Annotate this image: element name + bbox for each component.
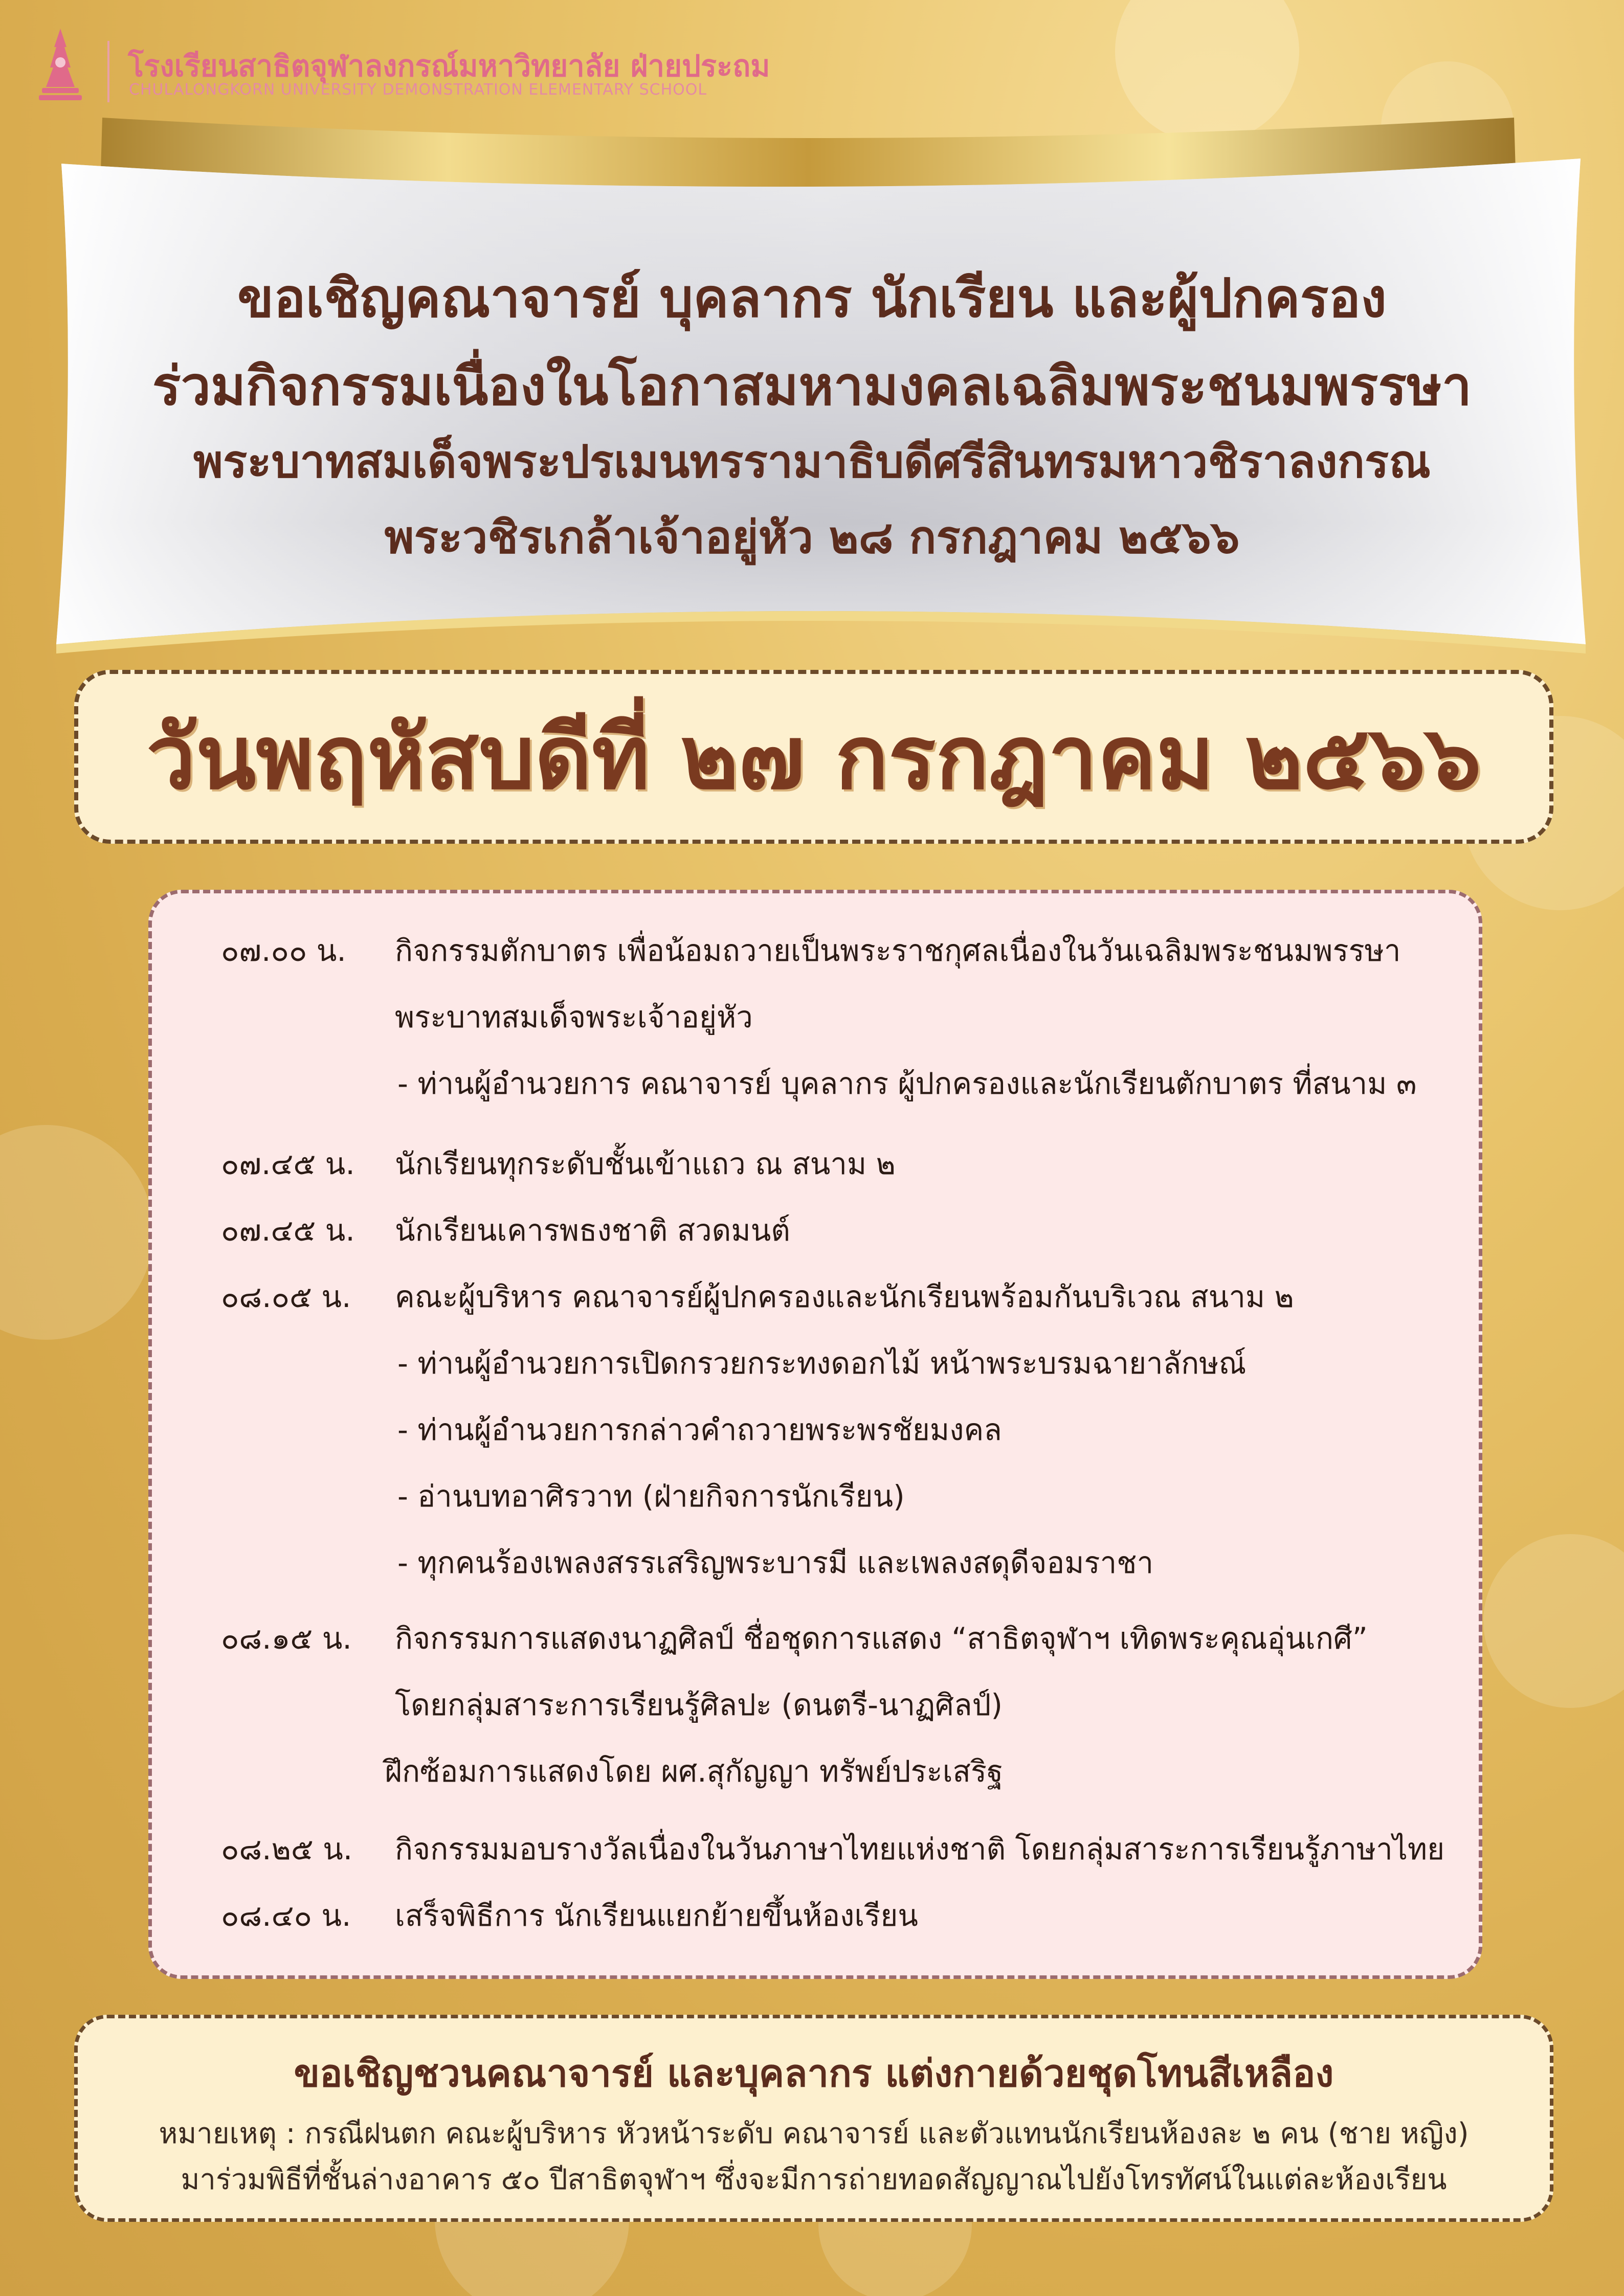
chula-emblem-icon	[35, 27, 86, 103]
schedule-time: ๐๗.๔๕ น.	[221, 1213, 355, 1248]
schedule-subitem: - ทุกคนร้องเพลงสรรเสริญพระบารมี และเพลงสดุดีจอมราชา	[397, 1545, 1154, 1580]
schedule-time: ๐๗.๔๕ น.	[221, 1146, 355, 1181]
banner-line-1: ขอเชิญคณาจารย์ บุคลากร นักเรียน และผู้ปกครอง	[237, 267, 1387, 329]
schedule-description: นักเรียนเคารพธงชาติ สวดมนต์	[395, 1213, 790, 1248]
school-name-english: CHULALONGKORN UNIVERSITY DEMONSTRATION ELEMENTARY SCHOOL	[129, 81, 707, 99]
banner-line-3: พระบาทสมเด็จพระปรเมนทรรามาธิบดีศรีสินทรมหาวชิราลงกรณ	[193, 435, 1431, 488]
schedule-subitem: - ท่านผู้อำนวยการกล่าวคำถวายพระพรชัยมงคล	[397, 1412, 1002, 1447]
dress-code-invitation: ขอเชิญชวนคณาจารย์ และบุคลากร แต่งกายด้วยชุดโทนสีเหลือง	[294, 2052, 1334, 2096]
schedule-description: กิจกรรมการแสดงนาฏศิลป์ ชื่อชุดการแสดง “สาธิตจุฬาฯ เทิดพระคุณอุ่นเกศี”	[395, 1621, 1368, 1656]
schedule-subitem: - อ่านบทอาศิรวาท (ฝ่ายกิจการนักเรียน)	[397, 1479, 905, 1514]
schedule-description: โดยกลุ่มสาระการเรียนรู้ศิลปะ (ดนตรี-นาฏศิลป์)	[395, 1687, 1003, 1722]
schedule-description: ฝึกซ้อมการแสดงโดย ผศ.สุกัญญา ทรัพย์ประเสริฐ	[385, 1754, 1004, 1789]
schedule-time: ๐๘.๔๐ น.	[221, 1898, 351, 1933]
schedule-description: กิจกรรมมอบรางวัลเนื่องในวันภาษาไทยแห่งชาติ โดยกลุ่มสาระการเรียนรู้ภาษาไทย	[395, 1832, 1445, 1866]
schedule-subitem: - ท่านผู้อำนวยการเปิดกรวยกระทงดอกไม้ หน้าพระบรมฉายาลักษณ์	[397, 1346, 1247, 1381]
schedule-subitem: - ท่านผู้อำนวยการ คณาจารย์ บุคลากร ผู้ปกครองและนักเรียนตักบาตร ที่สนาม ๓	[397, 1066, 1417, 1101]
schedule-description: กิจกรรมตักบาตร เพื่อน้อมถวายเป็นพระราชกุศลเนื่องในวันเฉลิมพระชนมพรรษา	[395, 933, 1401, 968]
note-box	[74, 2015, 1553, 2222]
logo-divider	[107, 41, 109, 102]
date-heading: วันพฤหัสบดีที่ ๒๗ กรกฎาคม ๒๕๖๖	[146, 706, 1481, 809]
rain-note-line-2: มาร่วมพิธีที่ชั้นล่างอาคาร ๕๐ ปีสาธิตจุฬาฯ ซึ่งจะมีการถ่ายทอดสัญญาณไปยังโทรทัศน์ในแต่ละห้องเรียน	[181, 2163, 1447, 2196]
schedule-box	[148, 890, 1482, 1979]
schedule-description: พระบาทสมเด็จพระเจ้าอยู่หัว	[395, 1000, 753, 1034]
school-name-thai: โรงเรียนสาธิตจุฬาลงกรณ์มหาวิทยาลัย ฝ่ายประถม	[128, 49, 770, 83]
schedule-time: ๐๘.๑๕ น.	[221, 1621, 352, 1656]
rain-note-line-1: หมายเหตุ : กรณีฝนตก คณะผู้บริหาร หัวหน้าระดับ คณาจารย์ และตัวแทนนักเรียนห้องละ ๒ คน (ชาย หญิง)	[159, 2117, 1469, 2150]
schedule-time: ๐๘.๐๕ น.	[221, 1279, 351, 1314]
schedule-time: ๐๘.๒๕ น.	[221, 1832, 353, 1866]
date-box	[74, 670, 1553, 844]
bokeh-decoration	[0, 1125, 153, 1340]
banner-line-2: ร่วมกิจกรรมเนื่องในโอกาสมหามงคลเฉลิมพระชนมพรรษา	[152, 355, 1472, 417]
bokeh-decoration	[1483, 1534, 1624, 1708]
banner-line-4: พระวชิรเกล้าเจ้าอยู่หัว ๒๘ กรกฎาคม ๒๕๖๖	[384, 511, 1240, 564]
schedule-description: เสร็จพิธีการ นักเรียนแยกย้ายขึ้นห้องเรียน	[395, 1898, 918, 1933]
schedule-description: คณะผู้บริหาร คณาจารย์ผู้ปกครองและนักเรียนพร้อมกันบริเวณ สนาม ๒	[395, 1279, 1294, 1314]
schedule-description: นักเรียนทุกระดับชั้นเข้าแถว ณ สนาม ๒	[395, 1146, 896, 1181]
schedule-time: ๐๗.๐๐ น.	[221, 933, 346, 968]
